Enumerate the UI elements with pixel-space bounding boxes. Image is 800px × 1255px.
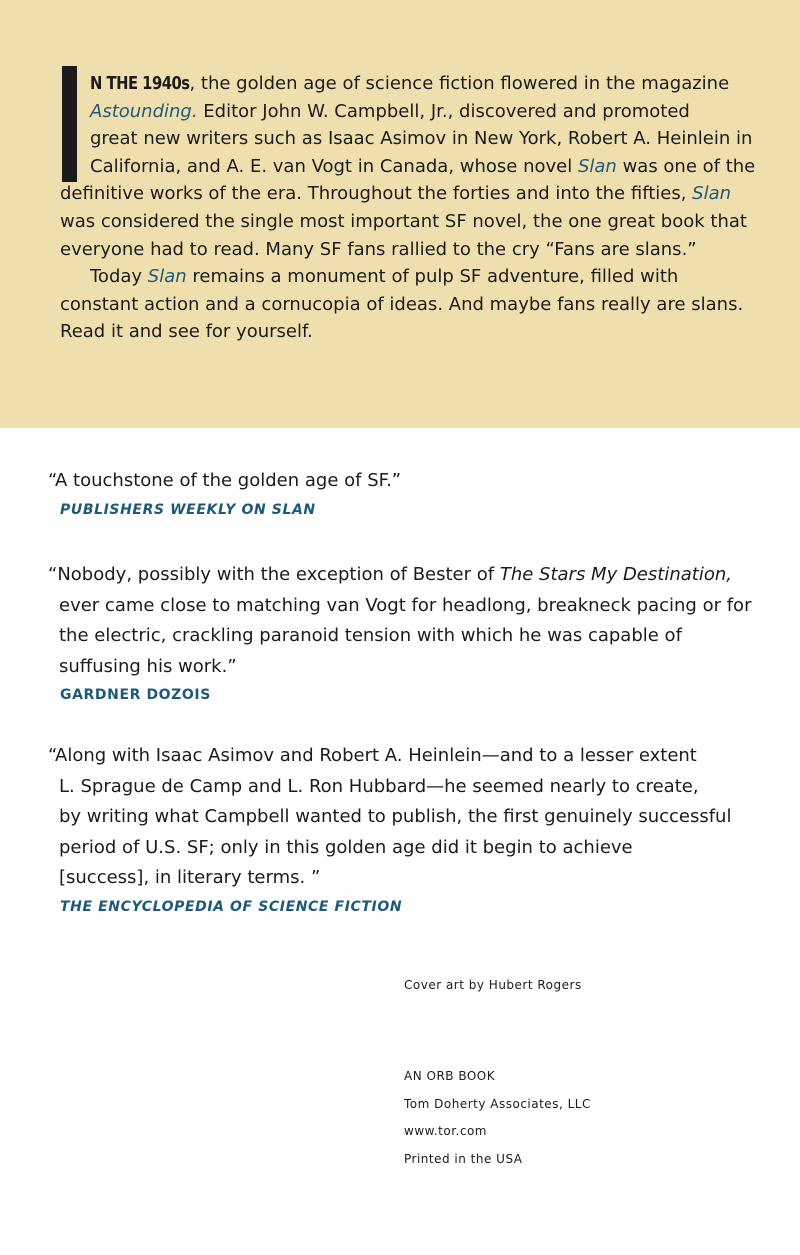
publisher-name: Tom Doherty Associates, LLC (404, 1096, 591, 1111)
synopsis-line: Astounding. Editor John W. Campbell, Jr., discovered and promoted (90, 100, 690, 122)
quote-line: suffusing his work.” (59, 655, 237, 677)
print-location: Printed in the USA (404, 1151, 523, 1166)
title-astounding: Astounding. (90, 100, 198, 122)
quote-line: “A touchstone of the golden age of SF.” (48, 470, 402, 491)
title-slan: Slan (577, 155, 617, 177)
synopsis-line: was considered the single most important SF novel, the one great book that (60, 210, 747, 232)
synopsis-line: definitive works of the era. Throughout the forties and into the fifties, Slan (60, 183, 732, 205)
quote-attribution: THE ENCYCLOPEDIA OF SCIENCE FICTION (60, 898, 403, 915)
quote-line: ever came close to matching van Vogt for headlong, breakneck pacing or for (59, 594, 752, 616)
synopsis-text (60, 70, 760, 346)
quote-attribution: GARDNER DOZOIS (60, 687, 211, 703)
synopsis-line: N THE 1940s, the golden age of science fiction flowered in the magazine (60, 70, 760, 98)
synopsis-line: Read it and see for yourself. (60, 321, 313, 343)
lead-in-caps: N THE 1940s (90, 73, 190, 94)
cover-art-credit: Cover art by Hubert Rogers (404, 978, 582, 992)
synopsis-line: great new writers such as Isaac Asimov in New York, Robert A. Heinlein in (90, 128, 753, 150)
title-slan: Slan (692, 183, 732, 205)
quote-line: [success], in literary terms. ” (59, 867, 321, 888)
quote-line: the electric, crackling paranoid tension with which he was capable of (59, 625, 682, 646)
publisher-website: www.tor.com (404, 1124, 487, 1138)
quote-line: period of U.S. SF; only in this golden age did it begin to achieve (59, 836, 633, 858)
quote-line: by writing what Campbell wanted to publish, the first genuinely successful (59, 806, 732, 827)
quote-attribution: PUBLISHERS WEEKLY ON SLAN (60, 501, 316, 518)
synopsis-line: Today Slan remains a monument of pulp SF adventure, filled with (90, 266, 679, 288)
quote-line: “Nobody, possibly with the exception of Bester of The Stars My Destination, (48, 564, 732, 585)
synopsis-line: California, and A. E. van Vogt in Canada, whose novel Slan was one of the (90, 155, 756, 177)
synopsis-panel (0, 0, 800, 428)
blurb-quote-3 (48, 741, 778, 920)
synopsis-line: constant action and a cornucopia of ideas. And maybe fans really are slans. (60, 293, 744, 315)
title-slan: Slan (147, 266, 187, 288)
quote-line: L. Sprague de Camp and L. Ron Hubbard—he seemed nearly to create, (59, 775, 699, 797)
book-title: The Stars My Destination, (499, 564, 732, 585)
blurb-quote-1 (48, 466, 778, 523)
synopsis-line: everyone had to read. Many SF fans rallied to the cry “Fans are slans.” (60, 238, 697, 260)
blurb-quote-2 (48, 560, 778, 708)
publisher-info (404, 1063, 591, 1173)
imprint: AN ORB BOOK (404, 1069, 496, 1083)
quote-line: “Along with Isaac Asimov and Robert A. Heinlein—and to a lesser extent (48, 745, 697, 766)
